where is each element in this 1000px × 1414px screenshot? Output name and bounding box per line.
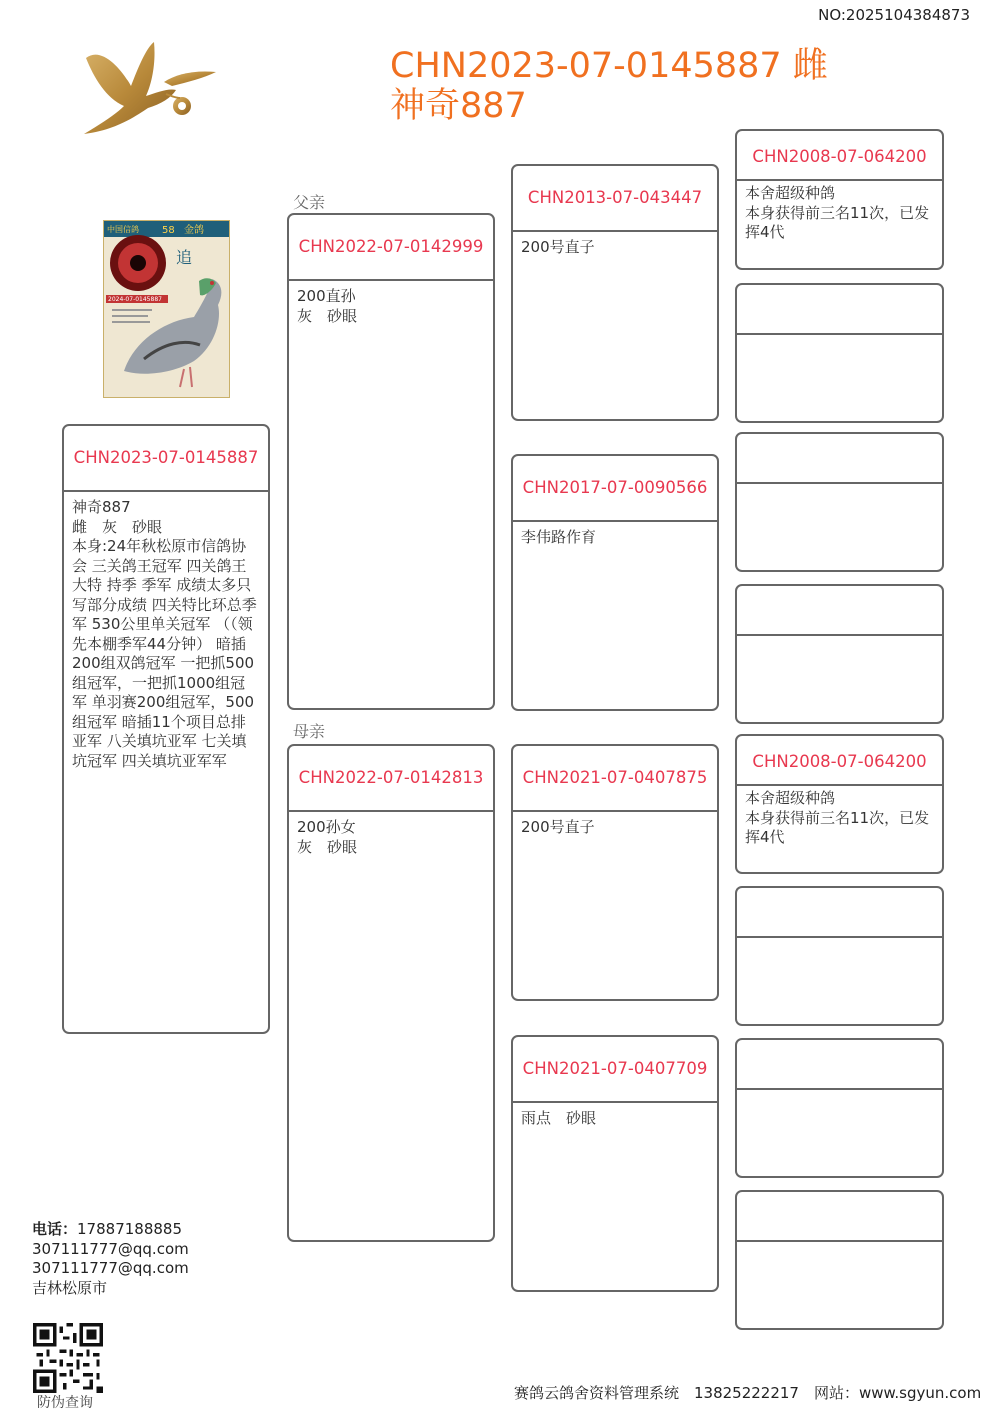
phone-label: 电话：	[32, 1220, 78, 1238]
pigeon-cover-image	[104, 221, 229, 397]
grandparent-card[interactable]	[511, 454, 719, 711]
father-label: 父亲	[293, 193, 326, 212]
great-grandparent-ring	[737, 434, 942, 484]
cover-ring: 2024-07-0145887	[108, 296, 162, 303]
great-grandparent-info	[737, 636, 942, 642]
grandparent-info: 200号直子	[521, 238, 595, 256]
great-grandparent-info: 本舍超级种鸽 本身获得前三名11次，已发挥4代	[745, 184, 930, 241]
great-grandparent-ring	[737, 1192, 942, 1242]
great-grandparent-card[interactable]	[735, 129, 944, 270]
grandparent-ring: CHN2021-07-0407875	[513, 746, 717, 812]
title-pigeon-name: 神奇887	[390, 86, 527, 126]
great-grandparent-ring: CHN2008-07-064200	[737, 736, 942, 786]
great-grandparent-info: 本舍超级种鸽 本身获得前三名11次，已发挥4代	[745, 789, 930, 846]
grandparent-info: 李伟路作育	[521, 528, 597, 546]
great-grandparent-info	[737, 938, 942, 944]
grandparent-info: 200号直子	[521, 818, 595, 836]
email-line-2: 307111777@qq.com	[32, 1259, 189, 1277]
footer-info: 赛鸽云鸽舍资料管理系统 13825222217 网站：www.sgyun.com	[514, 1384, 982, 1402]
great-grandparent-ring: CHN2008-07-064200	[737, 131, 942, 181]
subject-card[interactable]	[62, 424, 270, 1034]
title-ring-number: CHN2023-07-0145887 雌	[390, 46, 828, 86]
page-title	[390, 46, 828, 126]
great-grandparent-card[interactable]	[735, 734, 944, 874]
great-grandparent-info	[737, 1242, 942, 1248]
great-grandparent-info	[737, 335, 942, 341]
great-grandparent-ring	[737, 285, 942, 335]
grandparent-ring: CHN2013-07-043447	[513, 166, 717, 232]
grandparent-ring: CHN2017-07-0090566	[513, 456, 717, 522]
grandparent-card[interactable]	[511, 744, 719, 1001]
great-grandparent-card[interactable]	[735, 1038, 944, 1178]
mother-info: 200孙女 灰 砂眼	[297, 818, 358, 856]
father-card[interactable]	[287, 213, 495, 710]
great-grandparent-ring	[737, 888, 942, 938]
cover-tag: 追	[176, 248, 193, 267]
pigeon-photo	[103, 220, 230, 398]
contact-info	[32, 1220, 189, 1298]
father-ring: CHN2022-07-0142999	[289, 215, 493, 281]
mother-card[interactable]	[287, 744, 495, 1242]
great-grandparent-info	[737, 484, 942, 490]
mother-label: 母亲	[293, 722, 326, 741]
cover-top-text: 中国信鸽	[107, 225, 139, 234]
qr-caption: 防伪查询	[37, 1395, 93, 1411]
subject-ring: CHN2023-07-0145887	[64, 426, 268, 492]
great-grandparent-card[interactable]	[735, 1190, 944, 1330]
grandparent-card[interactable]	[511, 164, 719, 421]
phone-number: 17887188885	[77, 1220, 182, 1238]
cover-brand: 金鸽	[184, 225, 204, 236]
great-grandparent-ring	[737, 586, 942, 636]
great-grandparent-card[interactable]	[735, 432, 944, 572]
phone-line	[32, 1220, 189, 1240]
great-grandparent-card[interactable]	[735, 886, 944, 1026]
great-grandparent-ring	[737, 1040, 942, 1090]
father-info: 200直孙 灰 砂眼	[297, 287, 358, 325]
qr-code-icon[interactable]	[33, 1323, 103, 1393]
subject-info: 神奇887 雌 灰 砂眼 本身:24年秋松原市信鸽协会 三关鸽王冠军 四关鸽王大特 持季 季军 成绩太多只写部分成绩 四关特比环总季军 530公里单关冠军 （（领先本棚季军44分钟） 暗插200组双鸽冠军 一把抓500组冠军，一把抓1000组冠军 单羽赛200组冠军，500组冠军 暗插11个项目总排亚军 八关填坑亚军 七关填坑冠军 四关填坑亚军军	[72, 498, 257, 770]
city-line: 吉林松原市	[32, 1278, 108, 1297]
great-grandparent-card[interactable]	[735, 283, 944, 423]
grandparent-ring: CHN2021-07-0407709	[513, 1037, 717, 1103]
grandparent-card[interactable]	[511, 1035, 719, 1292]
document-number: NO:2025104384873	[818, 6, 970, 24]
great-grandparent-card[interactable]	[735, 584, 944, 724]
cover-issue: 58	[162, 225, 175, 236]
mother-ring: CHN2022-07-0142813	[289, 746, 493, 812]
email-line: 307111777@qq.com	[32, 1239, 189, 1258]
dove-logo-icon	[76, 38, 226, 138]
great-grandparent-info	[737, 1090, 942, 1096]
grandparent-info: 雨点 砂眼	[521, 1109, 597, 1127]
